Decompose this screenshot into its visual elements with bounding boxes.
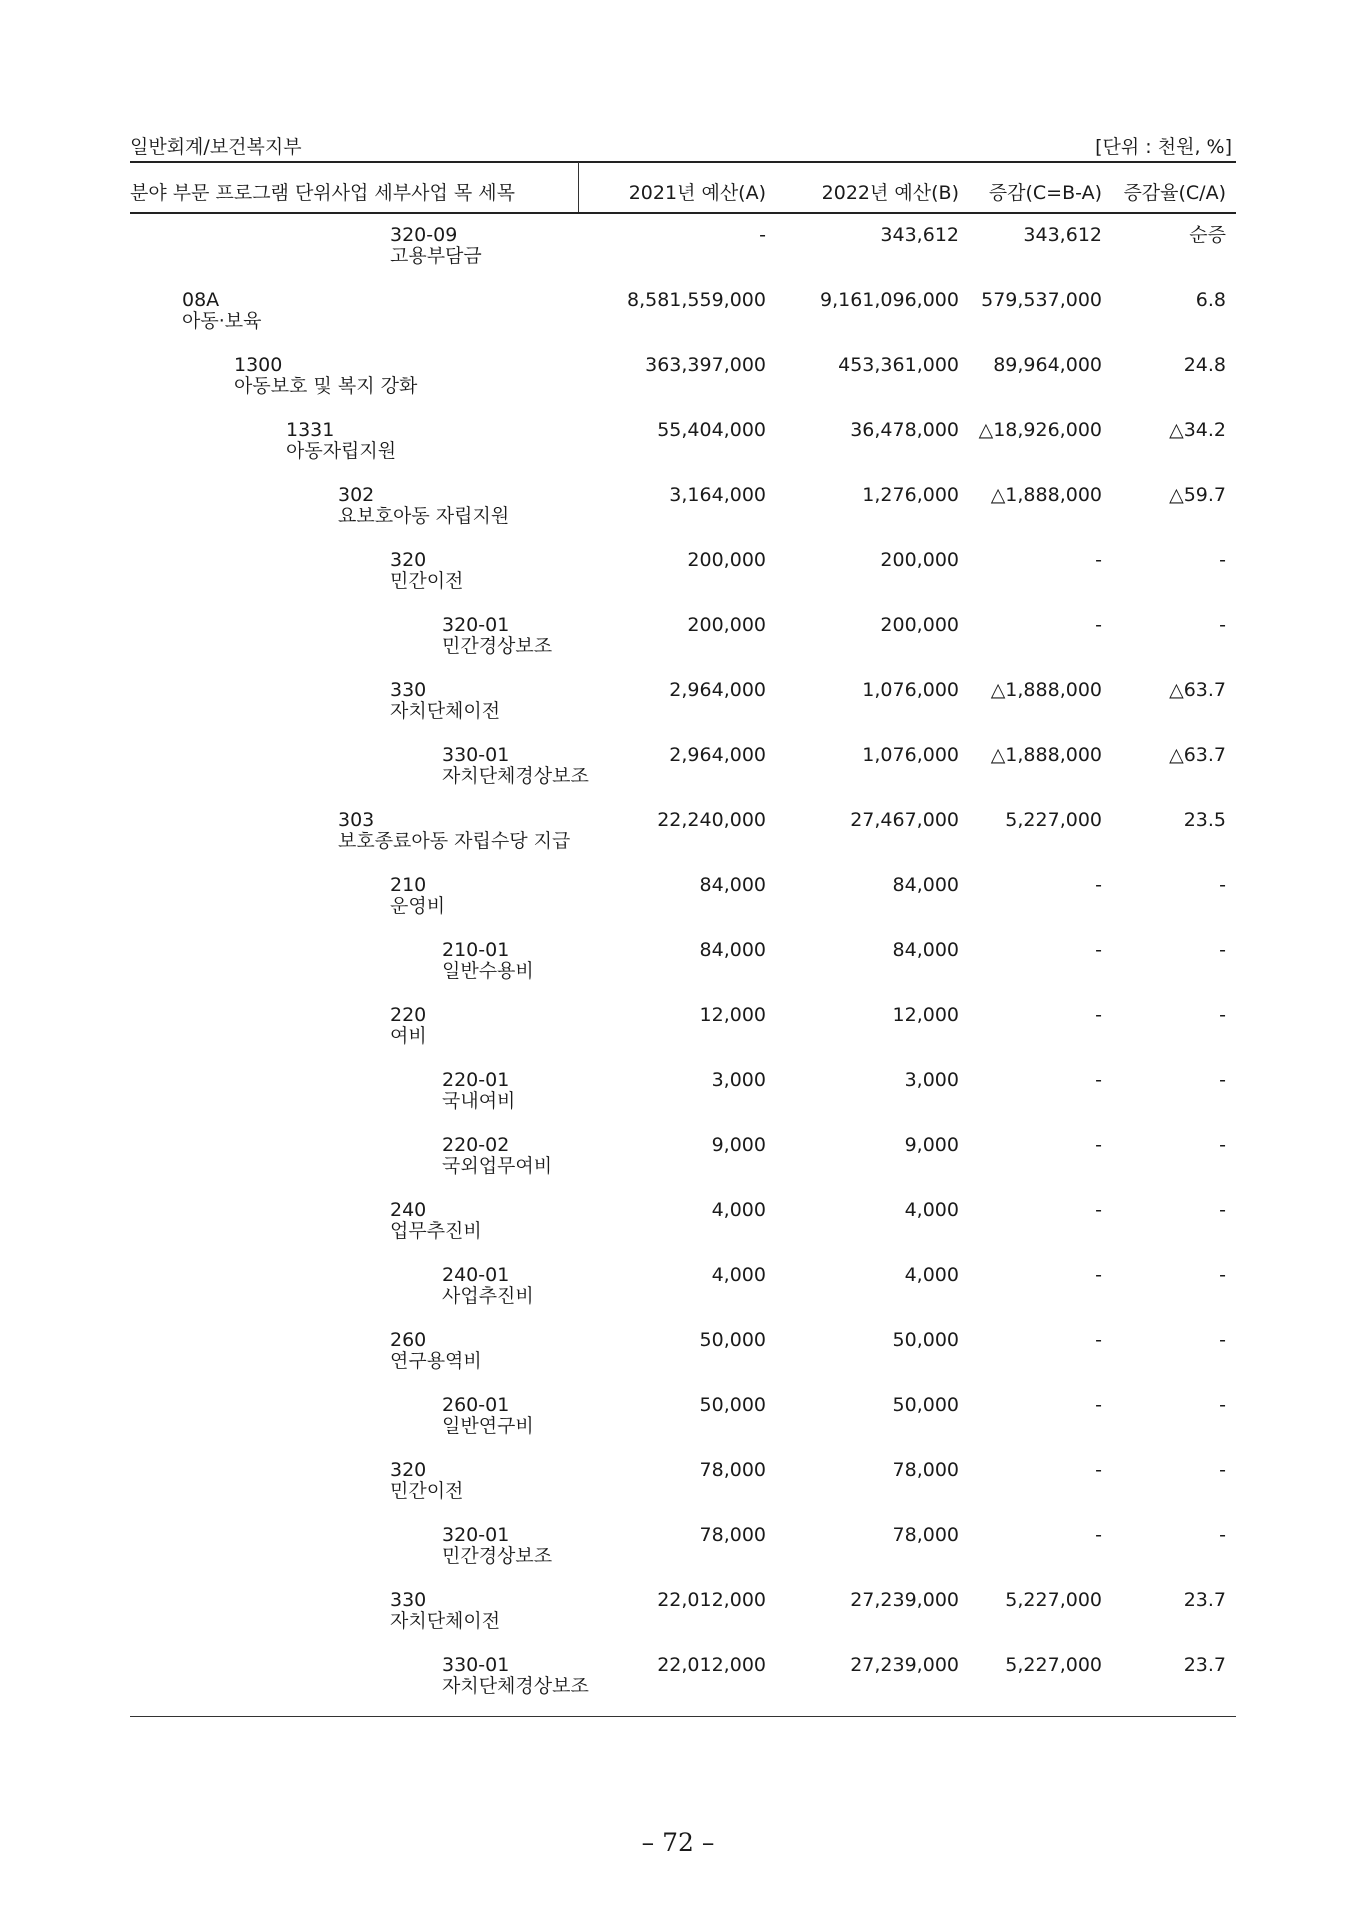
row-name: 여비 bbox=[390, 1025, 427, 1047]
row-code-and-name bbox=[442, 615, 552, 657]
row-name: 요보호아동 자립지원 bbox=[338, 505, 510, 527]
row-budget-2022: 4,000 bbox=[904, 1199, 959, 1221]
row-code: 302 bbox=[338, 484, 375, 506]
row-budget-2021: 84,000 bbox=[699, 874, 766, 896]
table-row bbox=[0, 1590, 1356, 1655]
row-budget-2022: 200,000 bbox=[880, 549, 959, 571]
row-change: - bbox=[1095, 1459, 1102, 1481]
row-name: 보호종료아동 자립수당 지급 bbox=[338, 830, 571, 852]
header-bottom-rule bbox=[130, 212, 1236, 214]
row-change-rate: △34.2 bbox=[1169, 419, 1226, 441]
row-code: 330 bbox=[390, 679, 427, 701]
row-budget-2022: 50,000 bbox=[892, 1329, 959, 1351]
row-name: 민간경상보조 bbox=[442, 1545, 553, 1567]
row-code-and-name bbox=[390, 1460, 463, 1502]
row-code-and-name bbox=[442, 1655, 589, 1697]
row-change-rate: - bbox=[1219, 1264, 1226, 1286]
row-budget-2021: 50,000 bbox=[699, 1394, 766, 1416]
row-code: 320 bbox=[390, 549, 427, 571]
row-change: △18,926,000 bbox=[978, 419, 1102, 441]
budget-table-body bbox=[0, 225, 1356, 1720]
row-code: 260 bbox=[390, 1329, 427, 1351]
row-code: 330 bbox=[390, 1589, 427, 1611]
row-name: 운영비 bbox=[390, 895, 446, 917]
header-change: 증감(C=B-A) bbox=[988, 182, 1102, 204]
row-budget-2022: 27,467,000 bbox=[850, 809, 959, 831]
row-code: 320-01 bbox=[442, 1524, 510, 1546]
table-row bbox=[0, 615, 1356, 680]
row-budget-2022: 27,239,000 bbox=[850, 1654, 959, 1676]
row-name: 업무추진비 bbox=[390, 1220, 482, 1242]
table-row bbox=[0, 745, 1356, 810]
row-code: 330-01 bbox=[442, 1654, 510, 1676]
row-name: 아동자립지원 bbox=[286, 440, 397, 462]
header-change-rate: 증감율(C/A) bbox=[1123, 182, 1226, 204]
row-code-and-name bbox=[442, 1265, 534, 1307]
table-row bbox=[0, 1525, 1356, 1590]
row-change-rate: - bbox=[1219, 1069, 1226, 1091]
row-code-and-name bbox=[234, 355, 417, 397]
row-change: - bbox=[1095, 1394, 1102, 1416]
row-budget-2021: 4,000 bbox=[711, 1264, 766, 1286]
row-change-rate: 24.8 bbox=[1183, 354, 1226, 376]
row-budget-2021: 3,164,000 bbox=[669, 484, 766, 506]
table-row bbox=[0, 550, 1356, 615]
row-change-rate: - bbox=[1219, 1329, 1226, 1351]
page-number: – 72 – bbox=[641, 1828, 715, 1857]
row-code: 220-02 bbox=[442, 1134, 510, 1156]
row-code: 08A bbox=[182, 289, 220, 311]
row-code-and-name bbox=[390, 1200, 482, 1242]
row-code: 220 bbox=[390, 1004, 427, 1026]
row-change: 5,227,000 bbox=[1005, 809, 1102, 831]
row-name: 아동보호 및 복지 강화 bbox=[234, 375, 418, 397]
row-budget-2022: 84,000 bbox=[892, 939, 959, 961]
row-code: 320-09 bbox=[390, 224, 458, 246]
row-change: - bbox=[1095, 614, 1102, 636]
row-change-rate: - bbox=[1219, 1199, 1226, 1221]
row-name: 자치단체이전 bbox=[390, 700, 501, 722]
row-code: 330-01 bbox=[442, 744, 510, 766]
row-change: - bbox=[1095, 1069, 1102, 1091]
row-change-rate: - bbox=[1219, 939, 1226, 961]
row-budget-2021: 2,964,000 bbox=[669, 744, 766, 766]
row-budget-2022: 343,612 bbox=[880, 224, 959, 246]
row-change: 343,612 bbox=[1023, 224, 1102, 246]
row-budget-2021: 8,581,559,000 bbox=[626, 289, 766, 311]
row-code-and-name bbox=[442, 1070, 515, 1112]
row-change: - bbox=[1095, 1524, 1102, 1546]
row-change-rate: 23.7 bbox=[1183, 1589, 1226, 1611]
row-name: 민간이전 bbox=[390, 1480, 464, 1502]
row-code-and-name bbox=[442, 1525, 552, 1567]
row-name: 민간경상보조 bbox=[442, 635, 553, 657]
row-budget-2022: 1,076,000 bbox=[862, 679, 959, 701]
table-row bbox=[0, 940, 1356, 1005]
row-budget-2022: 1,076,000 bbox=[862, 744, 959, 766]
row-code: 320-01 bbox=[442, 614, 510, 636]
table-row bbox=[0, 1460, 1356, 1525]
header-divider bbox=[578, 162, 579, 212]
row-code: 320 bbox=[390, 1459, 427, 1481]
row-code: 260-01 bbox=[442, 1394, 510, 1416]
row-name: 국외업무여비 bbox=[442, 1155, 553, 1177]
table-row bbox=[0, 875, 1356, 940]
row-budget-2021: 3,000 bbox=[711, 1069, 766, 1091]
row-change-rate: - bbox=[1219, 549, 1226, 571]
row-change: △1,888,000 bbox=[990, 679, 1102, 701]
row-name: 자치단체경상보조 bbox=[442, 765, 589, 787]
account-title: 일반회계/보건복지부 bbox=[130, 136, 302, 158]
row-name: 일반수용비 bbox=[442, 960, 534, 982]
row-name: 국내여비 bbox=[442, 1090, 516, 1112]
row-name: 민간이전 bbox=[390, 570, 464, 592]
row-name: 자치단체경상보조 bbox=[442, 1675, 589, 1697]
row-change-rate: - bbox=[1219, 1134, 1226, 1156]
row-budget-2022: 78,000 bbox=[892, 1459, 959, 1481]
row-name: 아동·보육 bbox=[182, 310, 262, 332]
row-code-and-name bbox=[390, 1330, 482, 1372]
row-budget-2021: 78,000 bbox=[699, 1459, 766, 1481]
row-budget-2021: 55,404,000 bbox=[657, 419, 766, 441]
table-row bbox=[0, 1395, 1356, 1460]
header-budget-2021: 2021년 예산(A) bbox=[628, 182, 766, 204]
row-code-and-name bbox=[442, 940, 534, 982]
table-row bbox=[0, 1330, 1356, 1395]
row-budget-2021: 2,964,000 bbox=[669, 679, 766, 701]
row-change: - bbox=[1095, 874, 1102, 896]
table-row bbox=[0, 680, 1356, 745]
table-top-rule bbox=[130, 161, 1236, 163]
row-name: 일반연구비 bbox=[442, 1415, 534, 1437]
row-name: 사업추진비 bbox=[442, 1285, 534, 1307]
table-row bbox=[0, 485, 1356, 550]
row-change: - bbox=[1095, 1004, 1102, 1026]
row-code: 1331 bbox=[286, 419, 335, 441]
row-change: △1,888,000 bbox=[990, 744, 1102, 766]
table-row bbox=[0, 1070, 1356, 1135]
row-budget-2021: 22,012,000 bbox=[657, 1589, 766, 1611]
row-budget-2022: 4,000 bbox=[904, 1264, 959, 1286]
row-code: 240 bbox=[390, 1199, 427, 1221]
row-budget-2022: 453,361,000 bbox=[838, 354, 959, 376]
table-row bbox=[0, 1200, 1356, 1265]
unit-label: [단위 : 천원, %] bbox=[1095, 136, 1232, 158]
row-budget-2022: 84,000 bbox=[892, 874, 959, 896]
table-row bbox=[0, 810, 1356, 875]
row-code-and-name bbox=[390, 225, 482, 267]
table-row bbox=[0, 290, 1356, 355]
row-code: 240-01 bbox=[442, 1264, 510, 1286]
row-code-and-name bbox=[286, 420, 396, 462]
row-code-and-name bbox=[338, 810, 570, 852]
row-budget-2022: 27,239,000 bbox=[850, 1589, 959, 1611]
row-change-rate: △59.7 bbox=[1169, 484, 1226, 506]
row-change: 5,227,000 bbox=[1005, 1589, 1102, 1611]
row-code-and-name bbox=[390, 550, 463, 592]
row-budget-2021: 363,397,000 bbox=[645, 354, 766, 376]
row-code: 220-01 bbox=[442, 1069, 510, 1091]
row-change-rate: △63.7 bbox=[1169, 744, 1226, 766]
row-change: - bbox=[1095, 939, 1102, 961]
row-budget-2021: 50,000 bbox=[699, 1329, 766, 1351]
table-row bbox=[0, 355, 1356, 420]
row-change-rate: 23.7 bbox=[1183, 1654, 1226, 1676]
row-code-and-name bbox=[390, 680, 500, 722]
row-name: 자치단체이전 bbox=[390, 1610, 501, 1632]
table-row bbox=[0, 420, 1356, 485]
row-name: 연구용역비 bbox=[390, 1350, 482, 1372]
row-change: 89,964,000 bbox=[993, 354, 1102, 376]
row-budget-2022: 200,000 bbox=[880, 614, 959, 636]
row-budget-2022: 78,000 bbox=[892, 1524, 959, 1546]
row-change: 5,227,000 bbox=[1005, 1654, 1102, 1676]
row-change-rate: 순증 bbox=[1189, 224, 1226, 246]
row-change-rate: 23.5 bbox=[1183, 809, 1226, 831]
row-code: 303 bbox=[338, 809, 375, 831]
row-change: - bbox=[1095, 549, 1102, 571]
table-row bbox=[0, 225, 1356, 290]
row-code-and-name bbox=[390, 1590, 500, 1632]
row-budget-2021: 84,000 bbox=[699, 939, 766, 961]
row-code: 210 bbox=[390, 874, 427, 896]
table-row bbox=[0, 1265, 1356, 1330]
row-budget-2021: - bbox=[759, 224, 766, 246]
row-budget-2021: 22,240,000 bbox=[657, 809, 766, 831]
row-code-and-name bbox=[390, 875, 445, 917]
row-change-rate: - bbox=[1219, 614, 1226, 636]
table-row bbox=[0, 1135, 1356, 1200]
row-change-rate: - bbox=[1219, 874, 1226, 896]
row-budget-2021: 78,000 bbox=[699, 1524, 766, 1546]
row-change: - bbox=[1095, 1329, 1102, 1351]
row-change-rate: - bbox=[1219, 1004, 1226, 1026]
row-code-and-name bbox=[338, 485, 509, 527]
row-change-rate: - bbox=[1219, 1524, 1226, 1546]
row-budget-2022: 50,000 bbox=[892, 1394, 959, 1416]
row-budget-2022: 9,000 bbox=[904, 1134, 959, 1156]
row-change: - bbox=[1095, 1264, 1102, 1286]
row-budget-2022: 3,000 bbox=[904, 1069, 959, 1091]
header-budget-2022: 2022년 예산(B) bbox=[821, 182, 959, 204]
row-budget-2021: 22,012,000 bbox=[657, 1654, 766, 1676]
row-change: 579,537,000 bbox=[981, 289, 1102, 311]
row-budget-2021: 200,000 bbox=[687, 614, 766, 636]
row-code-and-name bbox=[390, 1005, 427, 1047]
row-budget-2022: 12,000 bbox=[892, 1004, 959, 1026]
table-row bbox=[0, 1655, 1356, 1720]
row-budget-2021: 200,000 bbox=[687, 549, 766, 571]
header-classification: 분야 부문 프로그램 단위사업 세부사업 목 세목 bbox=[130, 182, 515, 204]
row-change: - bbox=[1095, 1134, 1102, 1156]
row-change-rate: - bbox=[1219, 1394, 1226, 1416]
row-budget-2022: 36,478,000 bbox=[850, 419, 959, 441]
row-change-rate: - bbox=[1219, 1459, 1226, 1481]
row-code-and-name bbox=[442, 1395, 534, 1437]
row-budget-2021: 9,000 bbox=[711, 1134, 766, 1156]
table-bottom-rule bbox=[130, 1716, 1236, 1717]
row-budget-2022: 1,276,000 bbox=[862, 484, 959, 506]
row-code-and-name bbox=[442, 745, 589, 787]
row-code-and-name bbox=[182, 290, 261, 332]
row-code: 210-01 bbox=[442, 939, 510, 961]
row-budget-2021: 12,000 bbox=[699, 1004, 766, 1026]
row-change: △1,888,000 bbox=[990, 484, 1102, 506]
row-budget-2021: 4,000 bbox=[711, 1199, 766, 1221]
row-name: 고용부담금 bbox=[390, 245, 482, 267]
row-budget-2022: 9,161,096,000 bbox=[819, 289, 959, 311]
row-change-rate: △63.7 bbox=[1169, 679, 1226, 701]
row-code: 1300 bbox=[234, 354, 283, 376]
row-change-rate: 6.8 bbox=[1195, 289, 1226, 311]
row-change: - bbox=[1095, 1199, 1102, 1221]
row-code-and-name bbox=[442, 1135, 552, 1177]
table-row bbox=[0, 1005, 1356, 1070]
